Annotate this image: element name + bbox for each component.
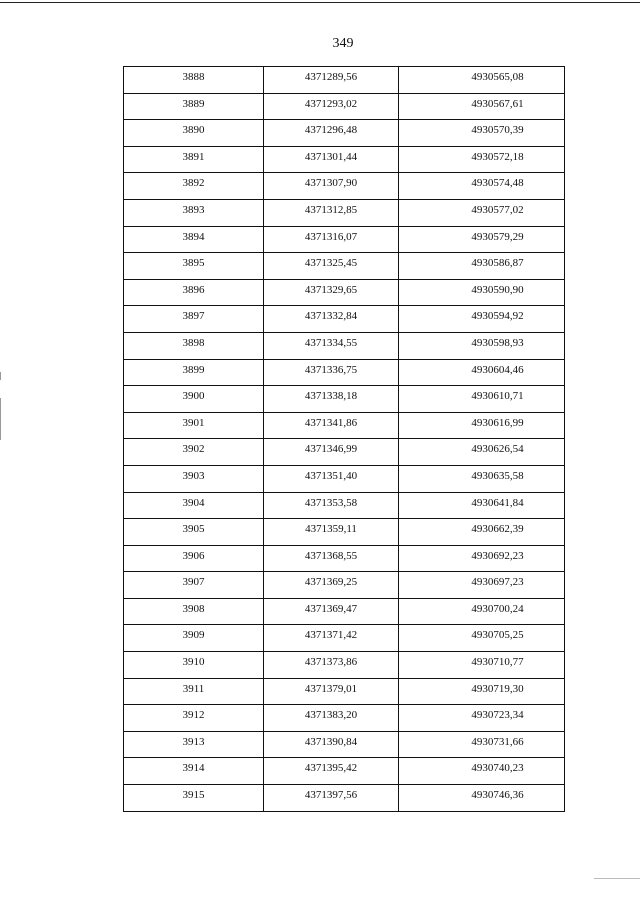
point-number-cell: 3907	[124, 572, 264, 599]
y-coordinate-cell: 4930626,54	[399, 439, 565, 466]
point-number-cell: 3903	[124, 465, 264, 492]
x-coordinate-cell: 4371353,58	[264, 492, 399, 519]
y-coordinate-cell: 4930574,48	[399, 173, 565, 200]
x-coordinate-cell: 4371390,84	[264, 731, 399, 758]
y-coordinate-cell: 4930705,25	[399, 625, 565, 652]
y-coordinate-cell: 4930697,23	[399, 572, 565, 599]
table-row	[124, 519, 565, 546]
point-number-cell: 3906	[124, 545, 264, 572]
x-coordinate-cell: 4371338,18	[264, 386, 399, 413]
table-row	[124, 785, 565, 812]
point-number-cell: 3910	[124, 652, 264, 679]
point-number-cell: 3901	[124, 412, 264, 439]
x-coordinate-cell: 4371369,25	[264, 572, 399, 599]
table-row	[124, 146, 565, 173]
x-coordinate-cell: 4371397,56	[264, 785, 399, 812]
y-coordinate-cell: 4930570,39	[399, 120, 565, 147]
x-coordinate-cell: 4371312,85	[264, 199, 399, 226]
table-row	[124, 120, 565, 147]
y-coordinate-cell: 4930662,39	[399, 519, 565, 546]
point-number-cell: 3891	[124, 146, 264, 173]
x-coordinate-cell: 4371293,02	[264, 93, 399, 120]
y-coordinate-cell: 4930635,58	[399, 465, 565, 492]
scan-margin-mark	[0, 372, 1, 380]
table-row	[124, 226, 565, 253]
y-coordinate-cell: 4930700,24	[399, 598, 565, 625]
point-number-cell: 3898	[124, 332, 264, 359]
y-coordinate-cell: 4930586,87	[399, 253, 565, 280]
point-number-cell: 3899	[124, 359, 264, 386]
table-row	[124, 625, 565, 652]
table-row	[124, 332, 565, 359]
point-number-cell: 3894	[124, 226, 264, 253]
table-row	[124, 173, 565, 200]
table-row	[124, 598, 565, 625]
table-row	[124, 545, 565, 572]
table-row	[124, 199, 565, 226]
y-coordinate-cell: 4930746,36	[399, 785, 565, 812]
point-number-cell: 3914	[124, 758, 264, 785]
x-coordinate-cell: 4371334,55	[264, 332, 399, 359]
x-coordinate-cell: 4371373,86	[264, 652, 399, 679]
x-coordinate-cell: 4371332,84	[264, 306, 399, 333]
y-coordinate-cell: 4930723,34	[399, 705, 565, 732]
x-coordinate-cell: 4371379,01	[264, 678, 399, 705]
table-row	[124, 253, 565, 280]
point-number-cell: 3911	[124, 678, 264, 705]
table-row	[124, 386, 565, 413]
table-row	[124, 705, 565, 732]
point-number-cell: 3913	[124, 731, 264, 758]
y-coordinate-cell: 4930567,61	[399, 93, 565, 120]
point-number-cell: 3904	[124, 492, 264, 519]
scan-bottom-mark	[594, 878, 640, 879]
table-row	[124, 306, 565, 333]
point-number-cell: 3905	[124, 519, 264, 546]
y-coordinate-cell: 4930604,46	[399, 359, 565, 386]
point-number-cell: 3908	[124, 598, 264, 625]
table-row	[124, 758, 565, 785]
x-coordinate-cell: 4371329,65	[264, 279, 399, 306]
table-row	[124, 93, 565, 120]
table-row	[124, 652, 565, 679]
table-row	[124, 678, 565, 705]
x-coordinate-cell: 4371369,47	[264, 598, 399, 625]
table-row	[124, 572, 565, 599]
x-coordinate-cell: 4371368,55	[264, 545, 399, 572]
y-coordinate-cell: 4930577,02	[399, 199, 565, 226]
y-coordinate-cell: 4930572,18	[399, 146, 565, 173]
point-number-cell: 3888	[124, 67, 264, 94]
x-coordinate-cell: 4371289,56	[264, 67, 399, 94]
x-coordinate-cell: 4371346,99	[264, 439, 399, 466]
y-coordinate-cell: 4930719,30	[399, 678, 565, 705]
table-row	[124, 412, 565, 439]
top-border-line	[0, 2, 640, 3]
y-coordinate-cell: 4930710,77	[399, 652, 565, 679]
y-coordinate-cell: 4930740,23	[399, 758, 565, 785]
point-number-cell: 3900	[124, 386, 264, 413]
table-row	[124, 492, 565, 519]
y-coordinate-cell: 4930579,29	[399, 226, 565, 253]
table-row	[124, 67, 565, 94]
point-number-cell: 3897	[124, 306, 264, 333]
x-coordinate-cell: 4371371,42	[264, 625, 399, 652]
point-number-cell: 3892	[124, 173, 264, 200]
x-coordinate-cell: 4371296,48	[264, 120, 399, 147]
point-number-cell: 3889	[124, 93, 264, 120]
x-coordinate-cell: 4371395,42	[264, 758, 399, 785]
y-coordinate-cell: 4930610,71	[399, 386, 565, 413]
x-coordinate-cell: 4371341,86	[264, 412, 399, 439]
table-row	[124, 439, 565, 466]
point-number-cell: 3895	[124, 253, 264, 280]
table-row	[124, 731, 565, 758]
x-coordinate-cell: 4371325,45	[264, 253, 399, 280]
point-number-cell: 3896	[124, 279, 264, 306]
point-number-cell: 3912	[124, 705, 264, 732]
point-number-cell: 3902	[124, 439, 264, 466]
scan-margin-mark	[0, 398, 1, 440]
coordinates-table	[123, 66, 565, 812]
point-number-cell: 3890	[124, 120, 264, 147]
y-coordinate-cell: 4930565,08	[399, 67, 565, 94]
y-coordinate-cell: 4930641,84	[399, 492, 565, 519]
point-number-cell: 3915	[124, 785, 264, 812]
point-number-cell: 3909	[124, 625, 264, 652]
x-coordinate-cell: 4371316,07	[264, 226, 399, 253]
x-coordinate-cell: 4371351,40	[264, 465, 399, 492]
y-coordinate-cell: 4930598,93	[399, 332, 565, 359]
point-number-cell: 3893	[124, 199, 264, 226]
x-coordinate-cell: 4371383,20	[264, 705, 399, 732]
y-coordinate-cell: 4930731,66	[399, 731, 565, 758]
x-coordinate-cell: 4371307,90	[264, 173, 399, 200]
table-row	[124, 465, 565, 492]
y-coordinate-cell: 4930616,99	[399, 412, 565, 439]
table-row	[124, 279, 565, 306]
x-coordinate-cell: 4371336,75	[264, 359, 399, 386]
x-coordinate-cell: 4371301,44	[264, 146, 399, 173]
y-coordinate-cell: 4930594,92	[399, 306, 565, 333]
table-row	[124, 359, 565, 386]
x-coordinate-cell: 4371359,11	[264, 519, 399, 546]
y-coordinate-cell: 4930692,23	[399, 545, 565, 572]
y-coordinate-cell: 4930590,90	[399, 279, 565, 306]
coordinates-table-body	[124, 67, 565, 812]
page-number: 349	[332, 36, 354, 51]
